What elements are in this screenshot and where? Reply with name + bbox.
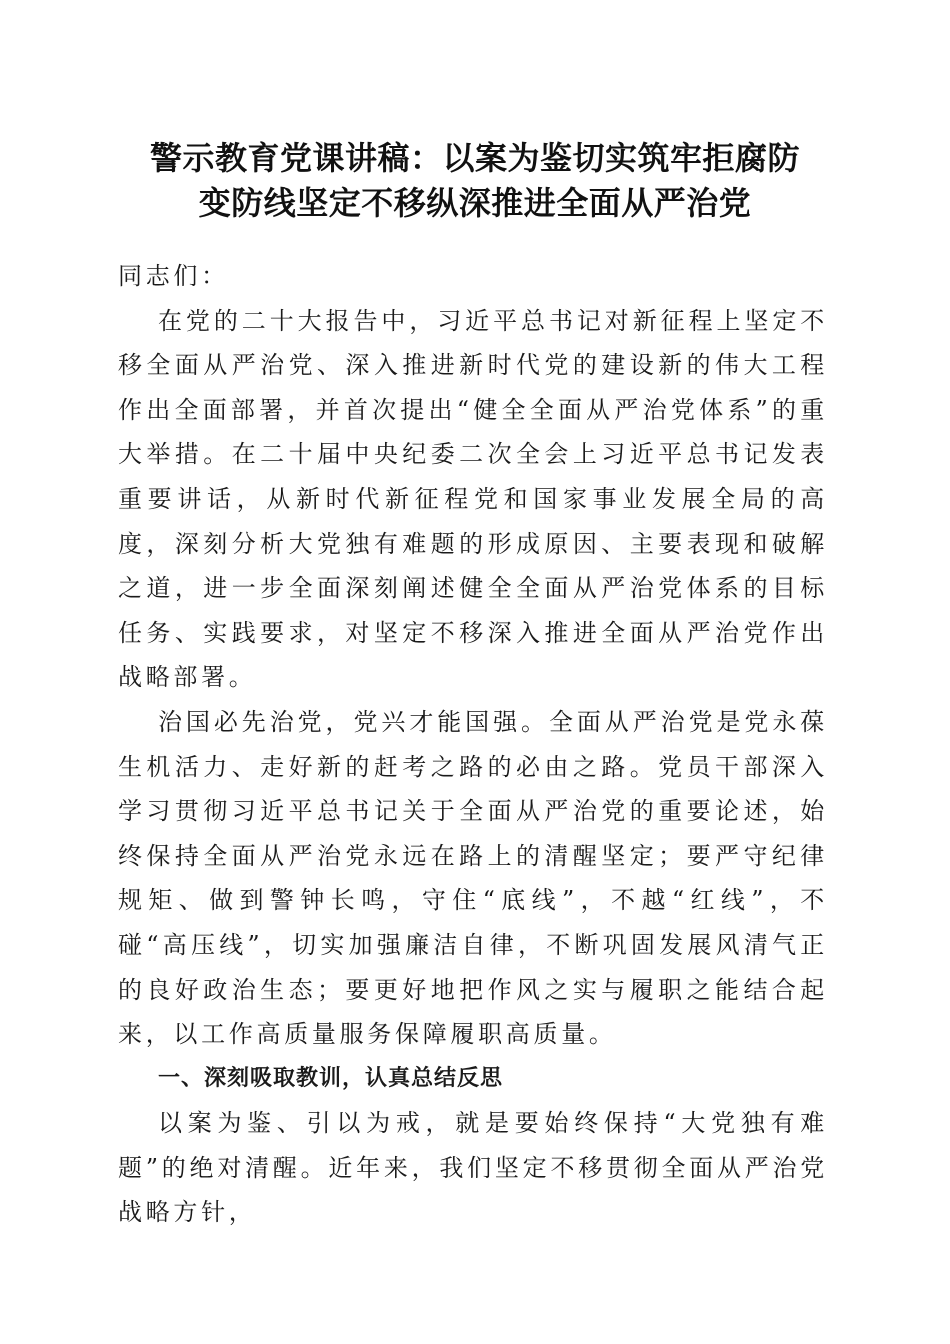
paragraph-1: 在党的二十大报告中，习近平总书记对新征程上坚定不移全面从严治党、深入推进新时代党的建设新的伟大工程作出全面部署，并首次提出“健全全面从严治党体系”的重大举措。在二十届中央纪委二次全会上习近平总书记发表重要讲话，从新时代新征程党和国家事业发展全局的高度，深刻分析大党独有难题的形成原因、主要表现和破解之道，进一步全面深刻阐述健全全面从严治党体系的目标任务、实践要求，对坚定不移深入推进全面从严治党作出战略部署。 xyxy=(118,306,828,692)
document-body xyxy=(118,254,828,1235)
document-title xyxy=(100,136,850,226)
title-line-2: 变防线坚定不移纵深推进全面从严治党 xyxy=(198,184,752,222)
paragraph-2: 治国必先治党，党兴才能国强。全面从严治党是党永葆生机活力、走好新的赶考之路的必由之路。党员干部深入学习贯彻习近平总书记关于全面从严治党的重要论述，始终保持全面从严治党永远在路上的清醒坚定；要严守纪律规矩、做到警钟长鸣，守住“底线”，不越“红线”，不碰“高压线”，切实加强廉洁自律，不断巩固发展风清气正的良好政治生态；要更好地把作风之实与履职之能结合起来，以工作高质量服务保障履职高质量。 xyxy=(118,707,828,1049)
title-line-1: 警示教育党课讲稿：以案为鉴切实筑牢拒腐防 xyxy=(149,139,800,177)
section-heading-1: 一、深刻吸取教训，认真总结反思 xyxy=(158,1065,504,1091)
paragraph-3: 以案为鉴、引以为戒，就是要始终保持“大党独有难题”的绝对清醒。近年来，我们坚定不移贯彻全面从严治党战略方针， xyxy=(118,1109,828,1227)
salutation: 同志们： xyxy=(118,262,229,290)
